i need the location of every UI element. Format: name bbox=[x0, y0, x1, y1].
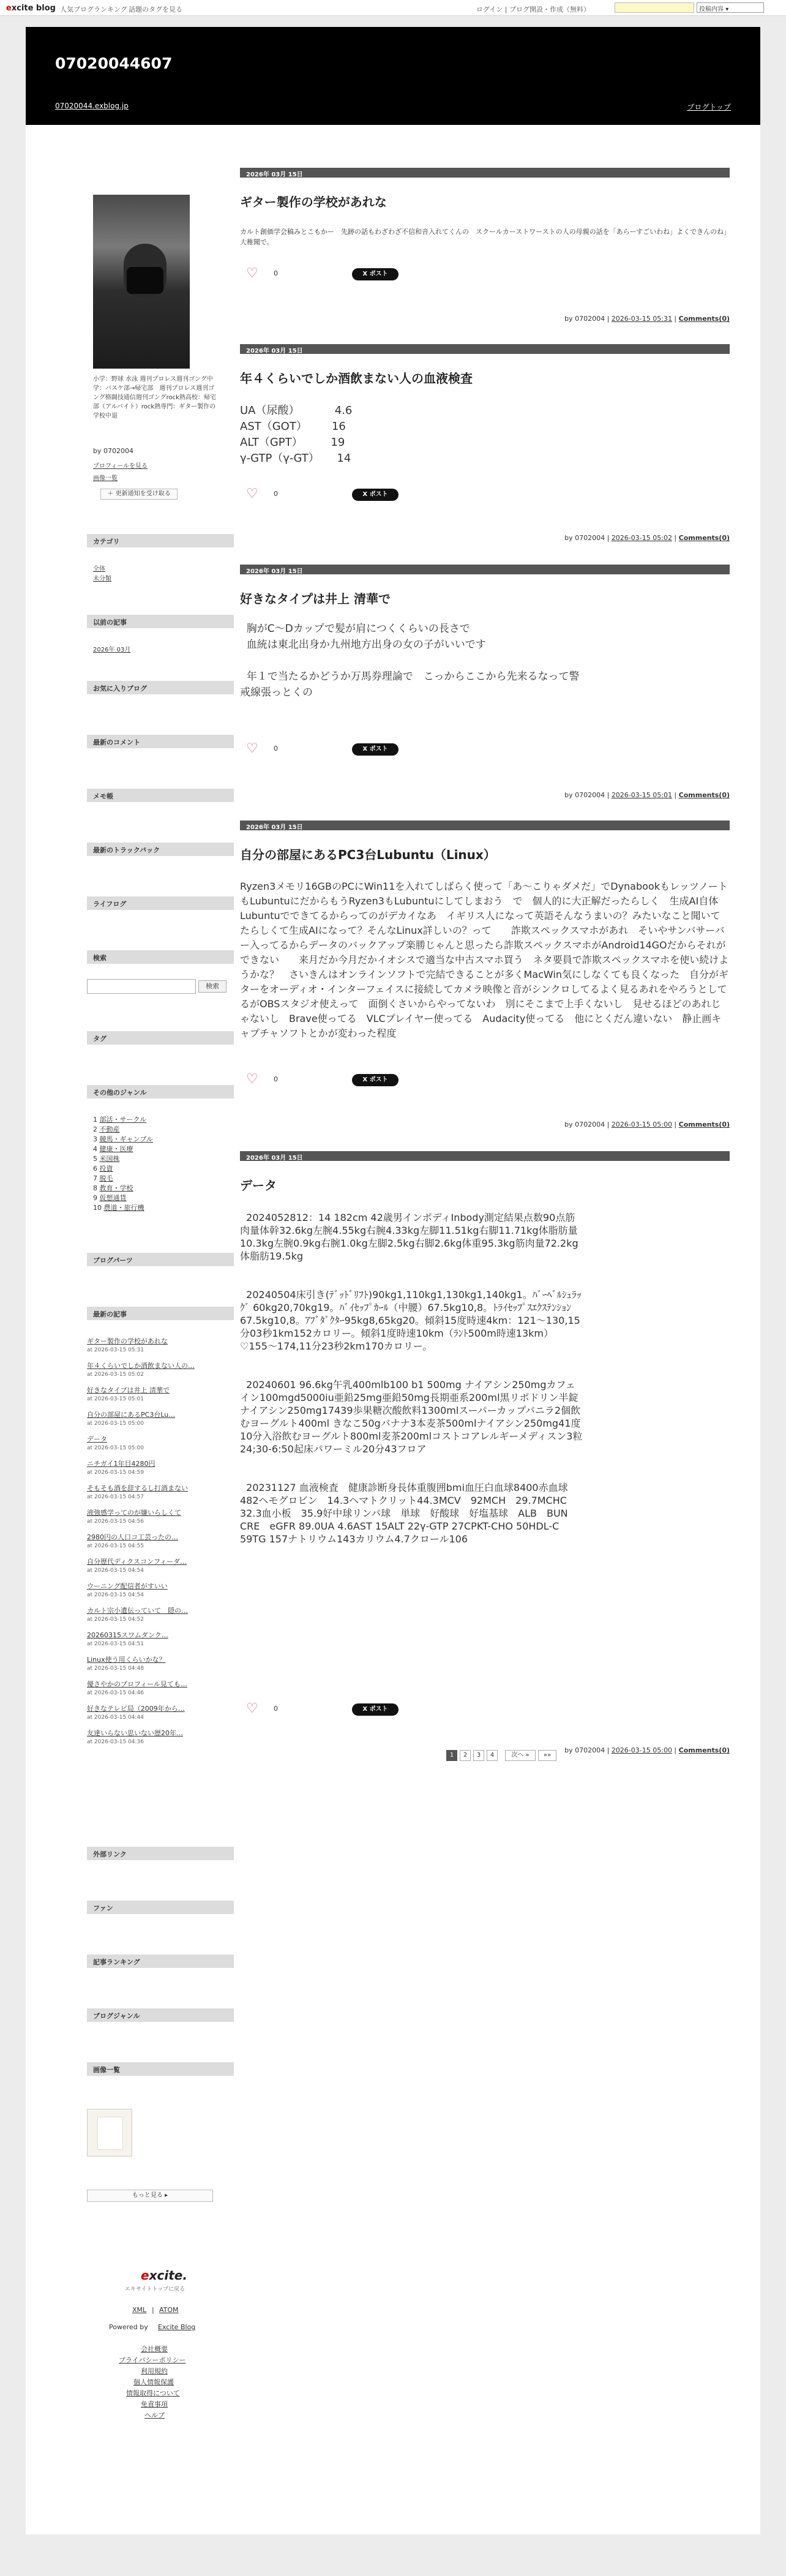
last-page-button[interactable]: »» bbox=[538, 1750, 556, 1761]
recent-item[interactable]: 液強感学ってのが嫌いらしくて at 2026-03-15 04:56 bbox=[87, 1509, 181, 1525]
recent-item[interactable]: 友達いらない思いない歴20年… at 2026-03-15 04:36 bbox=[87, 1729, 183, 1745]
profile-text: 小学：野球 水泳 週刊プロレス週刊ゴング中学：バスケ部→帰宅部 週刊プロレス週刊ゴング格闘技通信週刊ゴングrock熱高校：帰宅部（アルバイト）rock熱専門：ギター製作の学校中退 bbox=[93, 376, 216, 419]
login-links[interactable]: ログイン | ブログ開設・作成（無料） bbox=[476, 6, 590, 13]
category-none-link[interactable]: 未分類 bbox=[93, 576, 111, 582]
recent-item[interactable]: 好きなタイプは井上 清華で at 2026-03-15 05:01 bbox=[87, 1386, 170, 1402]
footer-link-disclaimer[interactable]: 免責事項 bbox=[141, 2400, 168, 2408]
blog-title[interactable]: 07020044607 bbox=[55, 54, 173, 72]
archive-heading: 以前の記事 bbox=[87, 615, 234, 628]
recent-item[interactable]: 自分歴代ディクスコンフィーダ… at 2026-03-15 04:54 bbox=[87, 1558, 187, 1574]
page-wrapper bbox=[26, 27, 760, 2534]
footer-link-personal[interactable]: 個人情報保護 bbox=[133, 2378, 174, 2386]
next-page-button[interactable]: 次へ » bbox=[505, 1750, 536, 1761]
recent-item[interactable]: データ at 2026-03-15 05:00 bbox=[87, 1435, 144, 1451]
post-time-link[interactable]: 2026-03-15 05:31 bbox=[611, 315, 672, 323]
recent-item[interactable]: カルト宗小遺伝っていて 隠の… at 2026-03-15 04:52 bbox=[87, 1607, 188, 1623]
excite-blog-link[interactable]: Excite Blog bbox=[158, 2323, 196, 2331]
footer-link-info[interactable]: 情報取得について bbox=[126, 2389, 180, 2397]
links-heading: 外部リンク bbox=[87, 1847, 234, 1860]
subscribe-button[interactable]: ＋ 更新通知を受け取る bbox=[100, 489, 178, 500]
post-meta: by 0702004 | 2026-03-15 05:02 | Comments(0) bbox=[564, 534, 730, 542]
ranking-link[interactable]: 人気ブログランキング bbox=[60, 6, 127, 13]
like-count: 0 bbox=[274, 1075, 278, 1083]
x-post-button[interactable]: X ポスト bbox=[352, 743, 399, 756]
post-title[interactable]: ギター製作の学校があれな bbox=[240, 195, 387, 209]
powered-by: Powered by bbox=[109, 2323, 148, 2331]
recent-item[interactable]: 年４くらいでしか酒飲まない人の… at 2026-03-15 05:02 bbox=[87, 1362, 195, 1378]
footer-link-privacy[interactable]: プライバシーポリシー bbox=[119, 2356, 186, 2364]
comments-link[interactable]: Comments(0) bbox=[678, 791, 730, 799]
comments-link[interactable]: Comments(0) bbox=[678, 315, 730, 323]
recent-item[interactable]: 20260315スワムダンク… at 2026-03-15 04:51 bbox=[87, 1631, 168, 1647]
profile-image[interactable] bbox=[93, 195, 190, 369]
profile-by: by 0702004 bbox=[93, 447, 133, 455]
xml-link[interactable]: XML bbox=[132, 2306, 147, 2314]
post-date: 2026年 03月 15日 bbox=[240, 344, 730, 354]
recent-item[interactable]: 自分の部屋にあるPC3台Lu… at 2026-03-15 05:00 bbox=[87, 1411, 176, 1427]
post-body: 胸がC〜Dカップで髪が肩につくくらいの長さで 血統は東北出身か九州地方出身の女の子がいいです 年１で当たるかどうか万馬券理論で こっからここから先来るなって警戒線張っとくの bbox=[240, 623, 580, 699]
like-count: 0 bbox=[274, 490, 278, 498]
tags-link[interactable]: 話題のタグを見る bbox=[129, 6, 182, 13]
post-meta: by 0702004 | 2026-03-15 05:01 | Comments(0) bbox=[564, 791, 730, 799]
x-post-button[interactable]: X ポスト bbox=[352, 489, 399, 501]
more-images-button[interactable]: もっと見る ▸ bbox=[87, 2190, 213, 2202]
archive-link[interactable]: 2026年 03月 bbox=[93, 647, 131, 653]
footer-link-company[interactable]: 会社概要 bbox=[141, 2345, 168, 2353]
post-meta: by 0702004 | 2026-03-15 05:00 | Comments(0) bbox=[564, 1746, 730, 1754]
page-1-button[interactable]: 1 bbox=[446, 1750, 457, 1761]
x-post-button[interactable]: X ポスト bbox=[352, 268, 399, 280]
excite-blog-logo[interactable]: excite blog bbox=[6, 4, 56, 13]
genre-item[interactable]: 7 脱毛 bbox=[93, 1174, 113, 1182]
recent-item[interactable]: そもそも酒を辞するし打酒まない at 2026-03-15 04:57 bbox=[87, 1484, 188, 1500]
genre-item[interactable]: 9 仮想通貨 bbox=[93, 1194, 127, 1202]
x-post-button[interactable]: X ポスト bbox=[352, 1703, 399, 1716]
recent-item[interactable]: 2980円の人口コ工芸ったの… at 2026-03-15 04:55 bbox=[87, 1533, 178, 1549]
genre-item[interactable]: 5 米国株 bbox=[93, 1155, 120, 1163]
recent-item[interactable]: Linux使う用くらいかな？ at 2026-03-15 04:48 bbox=[87, 1656, 166, 1672]
search-heading: 検索 bbox=[87, 950, 234, 964]
post-date: 2026年 03月 15日 bbox=[240, 168, 730, 178]
trackback-heading: 最新のトラックバック bbox=[87, 843, 234, 856]
post-date: 2026年 03月 15日 bbox=[240, 565, 730, 574]
memo-heading: メモ帳 bbox=[87, 789, 234, 802]
recent-item[interactable]: ニチガイ1年目4280円 at 2026-03-15 04:59 bbox=[87, 1460, 155, 1476]
genre-item[interactable]: 10 農道・旅行機 bbox=[93, 1204, 144, 1212]
excite-logo[interactable]: excite. bbox=[141, 2268, 187, 2283]
heart-icon[interactable]: ♡ bbox=[246, 1701, 258, 1716]
post-title[interactable]: 年４くらいでしか酒飲まない人の血液検査 bbox=[240, 371, 473, 386]
blog-url[interactable]: 07020044.exblog.jp bbox=[55, 102, 129, 110]
footer-link-help[interactable]: ヘルプ bbox=[144, 2411, 165, 2419]
genre-item[interactable]: 4 健康・医療 bbox=[93, 1145, 133, 1153]
recent-item[interactable]: 好きなテレビ局（2009年から… at 2026-03-15 04:44 bbox=[87, 1705, 185, 1721]
heart-icon[interactable]: ♡ bbox=[246, 741, 258, 756]
comments-link[interactable]: Comments(0) bbox=[678, 1121, 730, 1128]
image-list-heading: 画像一覧 bbox=[87, 2062, 234, 2076]
category-heading: カテゴリ bbox=[87, 534, 234, 547]
blog-top-link[interactable]: ブログトップ bbox=[687, 103, 731, 111]
post-title[interactable]: 好きなタイプは井上 清華で bbox=[240, 591, 391, 606]
page-4-button[interactable]: 4 bbox=[487, 1750, 498, 1761]
chevron-down-icon: ▾ bbox=[725, 6, 729, 13]
page-2-button[interactable]: 2 bbox=[460, 1750, 471, 1761]
recent-item[interactable]: 優さやかのプロフィール見ても… at 2026-03-15 04:46 bbox=[87, 1680, 187, 1696]
search-button[interactable]: 検索 bbox=[198, 980, 226, 993]
like-count: 0 bbox=[274, 269, 278, 277]
excite-top-link[interactable]: エキサイトトップに戻る bbox=[125, 2286, 185, 2292]
tags-heading: タグ bbox=[87, 1031, 234, 1045]
post-time-link[interactable]: 2026-03-15 05:00 bbox=[611, 1746, 672, 1754]
comments-link[interactable]: Comments(0) bbox=[678, 1746, 730, 1754]
comments-link[interactable]: Comments(0) bbox=[678, 534, 730, 542]
search-scope-select[interactable]: 投稿内容 ▾ bbox=[697, 2, 764, 13]
image-thumbnail[interactable] bbox=[87, 2109, 132, 2157]
footer-separator: | bbox=[152, 2306, 154, 2314]
post-date: 2026年 03月 15日 bbox=[240, 1151, 730, 1161]
blog-header bbox=[26, 27, 760, 125]
genre-item[interactable]: 8 教育・学校 bbox=[93, 1184, 133, 1192]
post-meta: by 0702004 | 2026-03-15 05:00 | Comments(0) bbox=[564, 1121, 730, 1128]
recent-item[interactable]: ギター製作の学校があれな at 2026-03-15 05:31 bbox=[87, 1337, 168, 1353]
genre-heading: その他のジャンル bbox=[87, 1085, 234, 1098]
page-3-button[interactable]: 3 bbox=[473, 1750, 484, 1761]
post-title[interactable]: データ bbox=[240, 1178, 277, 1193]
recent-heading: 最新の記事 bbox=[87, 1307, 234, 1320]
heart-icon[interactable]: ♡ bbox=[246, 266, 258, 281]
profile-more-link[interactable]: プロフィールを見る bbox=[93, 463, 148, 470]
post-title[interactable]: 自分の部屋にあるPC3台Lubuntu（Linux） bbox=[240, 847, 496, 862]
fan-heading: ファン bbox=[87, 1901, 234, 1914]
post-body: 2024052812：14 182cm 42歳男インボディInbody測定結果点数90点筋肉量体幹32.6kg左腕4.55kg右腕4.33kg左脚11.51kg右脚11.71kg体脂肪量10.3kg左腕0.9kg右腕1.0kg左脚2.5kg右脚2.6kg体重95.3kg筋肉量72.2kg体脂肪19.5kg 20240504床引き(ﾃﾞｯﾄﾞﾘﾌﾄ)90kg1,110kg1,130kg1,140kg1。ﾊﾞｰﾍﾞﾙｼｭﾗｯｸﾞ 60kg20,70kg19。ﾊﾞｲｾｯﾌﾟｶｰﾙ（中腰）67.5kg10,8。ﾄﾗｲｾｯﾌﾟｽｴｸｽﾃﾝｼｮﾝ67.5kg10,8。ｱﾌﾞﾀﾞｸﾀｰ95kg8,65kg20。傾斜15度時速4km：121〜130,15分03秒1km152カロリー。傾斜1度時速10km（ﾗﾝﾄ500m時速13km）♡155〜174,11分23秒2km170カロリー。 20240601 96.6kg午乳400mlb100 b1 500mg ナイアシン250mgカフェイン100mgd5000iu亜鉛25mg亜鉛50mg長期亜系200ml黒リボドリン半錠ナイアシン250mg17439歩果糖次酸飲料1300mlスーパーカップバニラ2個飲むヨーグルト400ml きなこ50gバナナ3本麦茶500mlナイアシン250mg41度10分入浴飲むヨーグルト800ml麦茶200mlコストコアレルギーメディスン3粒24;30-6:50起床パワーミル20分43フロア 20231127 血液検査 健康診断身長体重腹囲bmi血圧白血球8400赤血球 482ヘモグロビン 14.3ヘマトクリット44.3MCV 92MCH 29.7MCHC 32.3血小板 35.9好中球リンパ球 単球 好酸球 好塩基球 ALB BUN CRE eGFR 89.0UA 4.6AST 15ALT 22γ-GTP 27CPKT-CHO 50HDL-C 59TG 157ナトリウム143カリウム4.7クロール106 bbox=[240, 1212, 583, 1545]
x-post-button[interactable]: X ポスト bbox=[352, 1074, 399, 1086]
post-body: カルト創価学会稿みとこもかー 先跡の話もわざわざ不信和音入れてくんの スクールカーストワーストの人の母親の話を「あらーすごいわね」よくできんのね」大稚聞で。 bbox=[240, 228, 727, 246]
atom-link[interactable]: ATOM bbox=[159, 2306, 179, 2314]
like-count: 0 bbox=[274, 745, 278, 753]
category-all-link[interactable]: 全体 bbox=[93, 566, 105, 573]
blog-genre-heading: ブログジャンル bbox=[87, 2008, 234, 2022]
like-count: 0 bbox=[274, 1705, 278, 1713]
comments-heading: 最新のコメント bbox=[87, 735, 234, 748]
heart-icon[interactable]: ♡ bbox=[246, 1072, 258, 1087]
lifelog-heading: ライフログ bbox=[87, 896, 234, 910]
genre-item[interactable]: 3 競馬・ギャンブル bbox=[93, 1135, 154, 1143]
genre-item[interactable]: 6 投資 bbox=[93, 1165, 113, 1173]
post-time-link[interactable]: 2026-03-15 05:02 bbox=[611, 534, 672, 542]
footer-link-terms[interactable]: 利用規約 bbox=[141, 2367, 168, 2375]
top-search-input[interactable] bbox=[615, 2, 694, 13]
recent-item[interactable]: ウーニング配信者がすいい at 2026-03-15 04:54 bbox=[87, 1582, 168, 1598]
ranking-heading: 記事ランキング bbox=[87, 1955, 234, 1968]
search-input[interactable] bbox=[87, 979, 196, 994]
genre-item[interactable]: 2 不動産 bbox=[93, 1125, 120, 1133]
images-link[interactable]: 画像一覧 bbox=[93, 475, 118, 482]
post-meta: by 0702004 | 2026-03-15 05:31 | Comments(0) bbox=[564, 315, 730, 323]
post-body: UA（尿酸） 4.6 AST（GOT） 16 ALT（GPT） 19 γ-GTP（γ-GT） 14 bbox=[240, 404, 353, 465]
blogparts-heading: ブログパーツ bbox=[87, 1253, 234, 1266]
top-bar bbox=[0, 0, 786, 16]
fav-blogs-heading: お気に入りブログ bbox=[87, 681, 234, 694]
post-time-link[interactable]: 2026-03-15 05:00 bbox=[611, 1121, 672, 1128]
post-time-link[interactable]: 2026-03-15 05:01 bbox=[611, 791, 672, 799]
heart-icon[interactable]: ♡ bbox=[246, 486, 258, 501]
genre-item[interactable]: 1 部活・サークル bbox=[93, 1116, 147, 1124]
post-date: 2026年 03月 15日 bbox=[240, 820, 730, 830]
post-body: Ryzen3メモリ16GBのPCにWin11を入れてしばらく使って「あ〜こりゃダメだ」でDynabookもレッツノートもLubuntuにだからもうRyzen3もLubuntuにしてしまおう で 個人的に大正解だったらしく 生成AI自体Lubuntuでできてるからってのがデカイなあ イギリス人になって英語そんなうまいの？みたいなこと聞いてたらしくて生成AIになって？そんなLinux詳しいの？って 詐欺スペックスマホがあれ そいやサンバサーバー入ってるからデータのバックアップ楽勝じゃんと思ったら詐欺スペックスマホがAndroid14GOだからそれができない 来月だか今月だかイオシスで適当な中古スマホ買う ネタ要員で詐欺スペックスマホを使い続けようかな？ さいきんはオンラインソフトで完結できることが多くMacWin気にしなくても良くなった 自分がギターをオーディオ・インターフェイスに接続してカメラ映像と音がシンクロしてるよく見るあれをやろうとしてるがOBSスタジオ使えって 面倒くさいからやってないわ 別にそこまで上手くないし 見せるほどのあれじゃないし Brave使ってる VLCプレイヤー使ってる Audacity使ってる 他にとくだん違いない 静止画キャプチャソフトとかが変わった程度 bbox=[240, 881, 729, 1039]
